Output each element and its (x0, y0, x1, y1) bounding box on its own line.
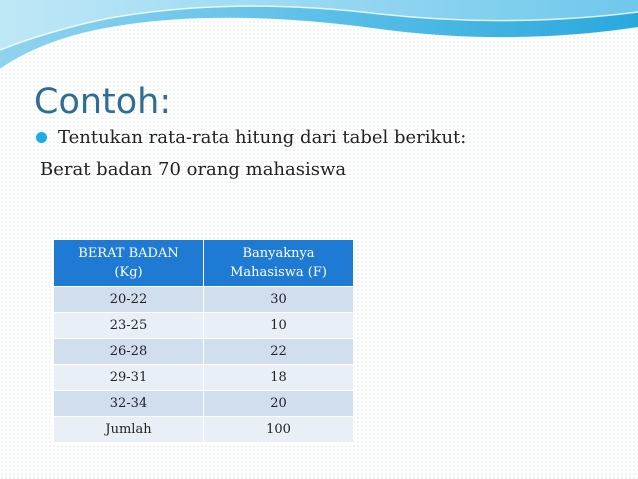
bullet-text: Tentukan rata-rata hitung dari tabel berikut: (58, 126, 467, 148)
bullet-item (36, 125, 466, 149)
table-header-row (54, 240, 354, 287)
table-row (54, 365, 354, 391)
cell-count: 22 (204, 339, 354, 365)
table-row (54, 313, 354, 339)
cell-count: 10 (204, 313, 354, 339)
cell-total-label: Jumlah (54, 417, 204, 443)
cell-weight: 20-22 (54, 287, 204, 313)
slide-title-colon: : (159, 82, 172, 122)
header-weight (54, 240, 204, 287)
table-row (54, 287, 354, 313)
bullet-icon (36, 132, 47, 143)
cell-count: 20 (204, 391, 354, 417)
table-row (54, 391, 354, 417)
header-weight-line1: BERAT BADAN (78, 246, 179, 261)
header-wave-decoration (0, 0, 638, 80)
cell-weight: 32-34 (54, 391, 204, 417)
data-table (53, 239, 354, 443)
table-row-total (54, 417, 354, 443)
subtitle-text: Berat badan 70 orang mahasiswa (40, 159, 347, 180)
header-count-line2: Mahasiswa (F) (230, 265, 327, 280)
header-count-line1: Banyaknya (242, 246, 315, 261)
cell-weight: 29-31 (54, 365, 204, 391)
header-weight-line2: (Kg) (114, 265, 143, 280)
table-row (54, 339, 354, 365)
header-count (204, 240, 354, 287)
slide-title (34, 80, 171, 124)
cell-weight: 26-28 (54, 339, 204, 365)
cell-total-value: 100 (204, 417, 354, 443)
cell-count: 30 (204, 287, 354, 313)
cell-weight: 23-25 (54, 313, 204, 339)
slide-title-text: Contoh (34, 82, 160, 122)
cell-count: 18 (204, 365, 354, 391)
